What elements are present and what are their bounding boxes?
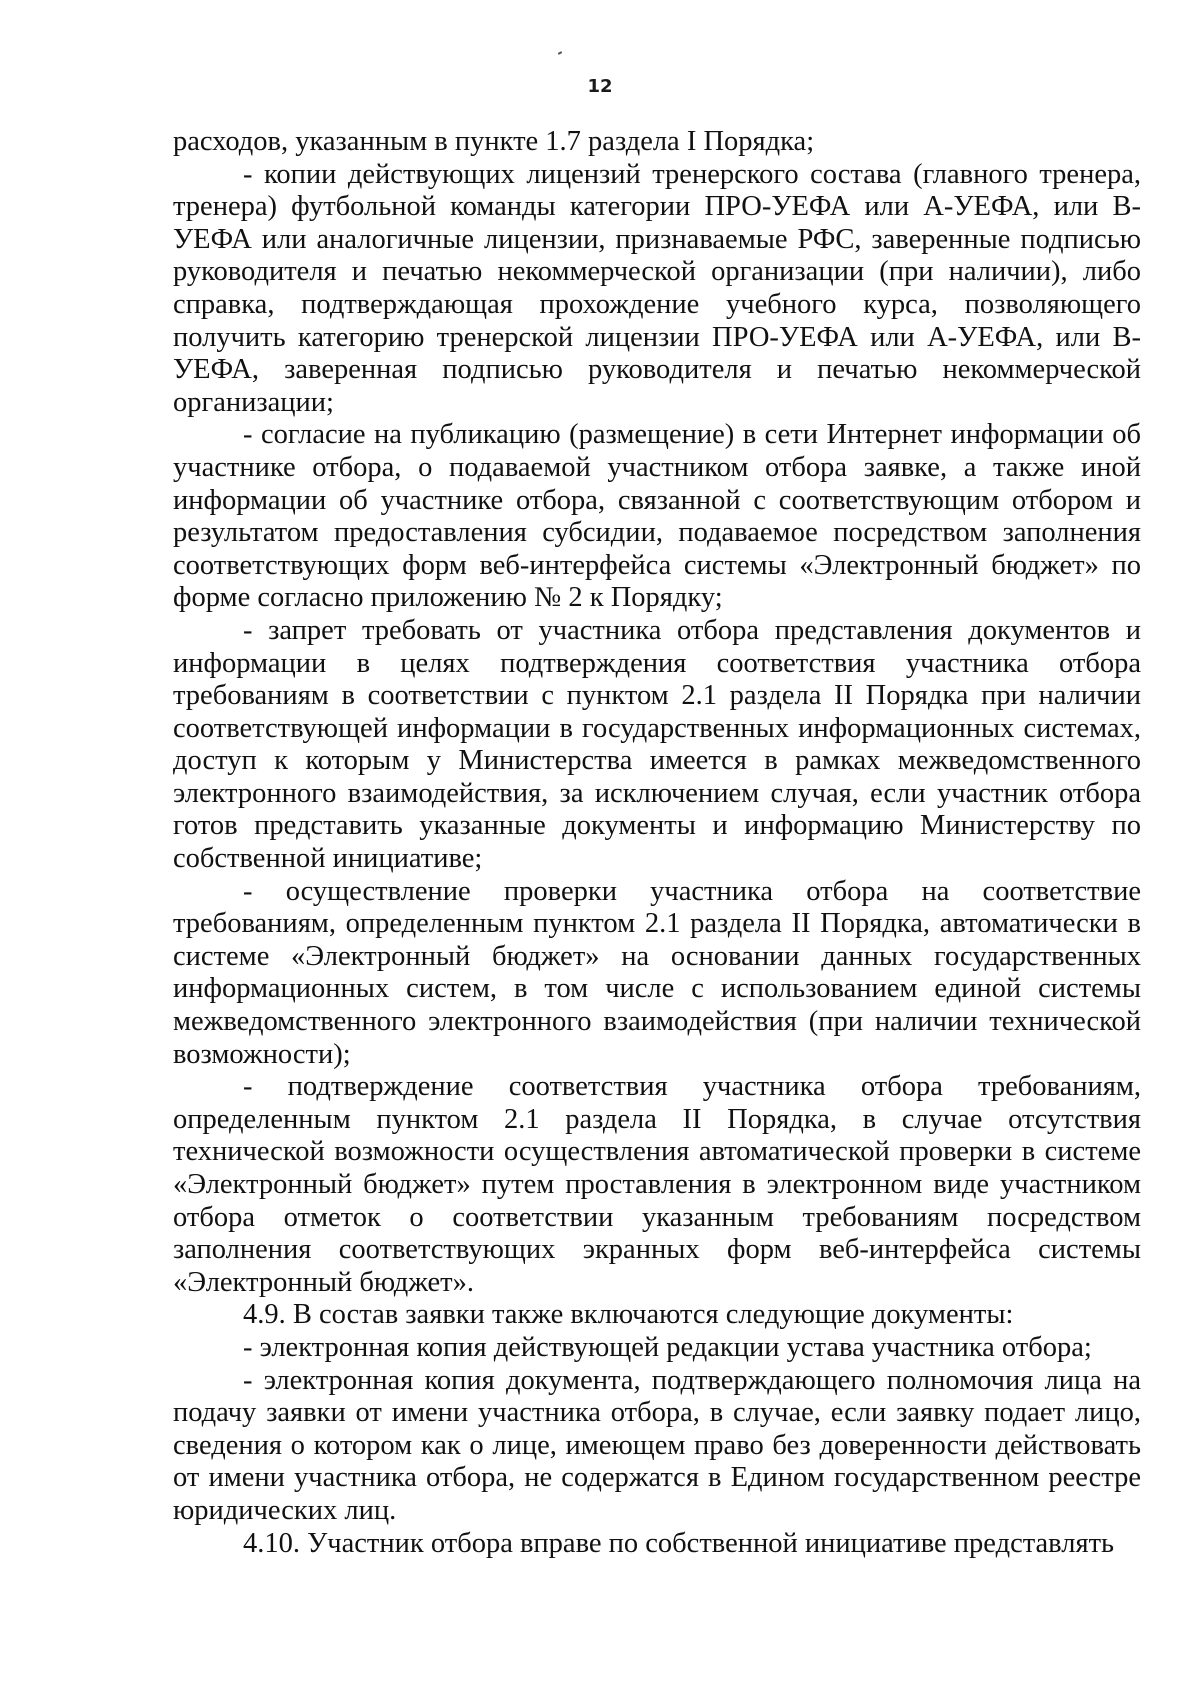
paragraph-document-request-ban: - запрет требовать от участника отбора представления документов и информации в целях подтверждения соответствия участника отбора требованиям в соответствии с пунктом 2.1 раздела II Порядка при наличии соответствующей информации в государственных информационных системах, доступ к которым у Министерства имеется в рамках межведомственного электронного взаимодействия, за исключением случая, если участник отбора готов представить указанные документы и информацию Министерству по собственной инициативе; [173, 614, 1141, 875]
page-number: 12 [587, 76, 613, 97]
scan-mark [558, 51, 562, 55]
paragraph-compliance-confirmation: - подтверждение соответствия участника отбора требованиям, определенным пунктом 2.1 раздела II Порядка, в случае отсутствия технической возможности осуществления автоматической проверки в системе «Электронный бюджет» путем проставления в электронном виде участником отбора отметок о соответствии указанным требованиям посредством заполнения соответствующих экранных форм веб-интерфейса системы «Электронный бюджет». [173, 1071, 1141, 1298]
paragraph-publication-consent: - согласие на публикацию (размещение) в сети Интернет информации об участнике отбора, о подаваемой участником отбора заявке, а также иной информации об участнике отбора, связанной с соответствующим отбором и результатом предоставления субсидии, подаваемое посредством заполнения соответствующих форм веб-интерфейса системы «Электронный бюджет» по форме согласно приложению № 2 к Порядку; [173, 419, 1141, 614]
paragraph-coach-licenses: - копии действующих лицензий тренерского состава (главного тренера, тренера) футбольной команды категории ПРО-УЕФА или А-УЕФА, или В-УЕФА или аналогичные лицензии, признаваемые РФС, заверенные подписью руководителя и печатью некоммерческой организации (при наличии), либо справка, подтверждающая прохождение учебного курса, позволяющего получить категорию тренерской лицензии ПРО-УЕФА или А-УЕФА, или В-УЕФА, заверенная подписью руководителя и печатью некоммерческой организации; [173, 158, 1141, 418]
paragraph-charter-copy: - электронная копия действующей редакции устава участника отбора; [243, 1331, 1092, 1363]
paragraph-authority-document: - электронная копия документа, подтверждающего полномочия лица на подачу заявки от имени участника отбора, в случае, если заявку подает лицо, сведения о котором как о лице, имеющем право без доверенности действовать от имени участника отбора, не содержатся в Едином государственном реестре юридических лиц. [173, 1364, 1141, 1526]
paragraph-continuation: расходов, указанным в пункте 1.7 раздела I Порядка; [173, 126, 815, 157]
document-body [173, 126, 1141, 1560]
paragraph-automatic-check: - осуществление проверки участника отбора на соответствие требованиям, определенным пунктом 2.1 раздела II Порядка, автоматически в системе «Электронный бюджет» на основании данных государственных информационных систем, в том числе с использованием единой системы межведомственного электронного взаимодействия (при наличии технической возможности); [173, 875, 1141, 1070]
paragraph-4-10: 4.10. Участник отбора вправе по собственной инициативе представлять [243, 1527, 1115, 1559]
paragraph-4-9: 4.9. В состав заявки также включаются следующие документы: [243, 1299, 1014, 1331]
